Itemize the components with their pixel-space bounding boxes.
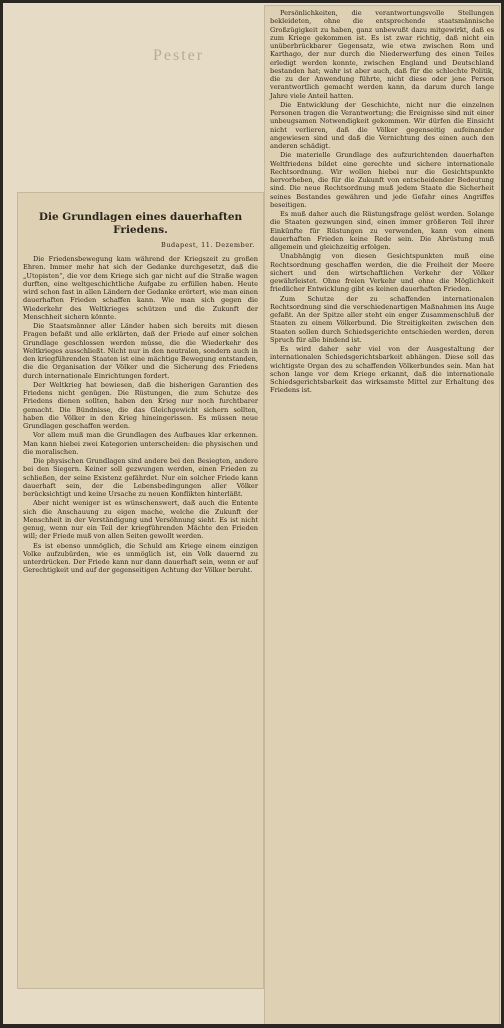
newspaper-page: [3, 3, 501, 1024]
paragraph: Die Friedensbewegung kam während der Kriegszeit zu großen Ehren. Immer mehr hat sich der Gedanke durchgesetzt, daß die „Utopisten“, die vor dem Kriege sich gar nicht auf die Straße wagen durften, eine weltgeschichtliche Aufgabe zu erfüllen haben. Heute wird schon fast in allen Ländern der Gedanke erörtert, wie man einen dauerhaften Frieden schaffen kann. Wie man sich gegen die Wiederkehr des Weltkrieges schützen und die Zukunft der Menschheit sichern könnte.: [23, 255, 258, 321]
paragraph: Zum Schutze der zu schaffenden internationalen Rechtsordnung sind die verschiedenartigen Maßnahmen ins Auge gefaßt. An der Spitze aller steht ein enger Zusammenschluß der Staaten zu einem Völkerbund. Die Streitigkeiten zwischen den Staaten sollen durch Schiedsgerichte entschieden werden, deren Spruch für alle bindend ist.: [270, 294, 494, 344]
paragraph: Die physischen Grundlagen sind andere bei den Besiegten, andere bei den Siegern. Keiner soll gezwungen werden, einen Frieden zu schließen, der seine Existenz gefährdet. Nur ein solcher Friede kann dauerhaft sein, der die Lebensbedingungen aller Völker berücksichtigt und keine Ursache zu neuen Konflikten hinterläßt.: [23, 457, 258, 498]
clipping-left-column: [18, 193, 263, 988]
paragraph: Die Staatsmänner aller Länder haben sich bereits mit diesen Fragen befaßt und alle erklärten, daß der Friede auf einer solchen Grundlage geschlossen werden müsse, die die Wiederkehr des Weltkrieges ausschließt. Nicht nur in den neutralen, sondern auch in den kriegführenden Staaten ist eine mächtige Bewegung entstanden, die die Organisation der Völker und die Sicherung des Friedens durch internationale Einrichtungen fordert.: [23, 322, 258, 380]
article-title: Die Grundlagen eines dauerhaften Friedens.: [38, 211, 243, 236]
masthead: Pester: [153, 47, 205, 64]
paragraph: Es muß daher auch die Rüstungsfrage gelöst werden. Solange die Staaten gezwungen sind, einen immer größeren Teil ihrer Einkünfte für Rüstungen zu verwenden, kann von einem dauerhaften Frieden keine Rede sein. Die Abrüstung muß allgemein und gleichzeitig erfolgen.: [270, 210, 494, 251]
dateline: Budapest, 11. Dezember.: [161, 241, 255, 249]
paragraph: Persönlichkeiten, die verantwortungsvolle Stellungen bekleideten, ohne die entsprechende staatsmännische Großzügigkeit zu haben, ganz unbewußt dazu mitgewirkt, daß es zum Kriege gekommen ist. Es ist zwar richtig, daß nicht ein unüberbrückbarer Gegensatz, wie etwa zwischen Rom und Karthago, der nur durch die Niederwerfung des einen Teiles erledigt werden konnte, zwischen England und Deutschland bestanden hat; wahr ist aber auch, daß für die schlechte Politik, die zu der Anwendung führte, nicht diese oder jene Person verantwortlich gemacht werden kann, da darum durch lange Jahre viele Anteil hatten.: [270, 9, 494, 100]
paragraph: Aber nicht weniger ist es wünschenswert, daß auch die Entente sich die Anschauung zu eigen mache, welche die Zukunft der Menschheit in der Verständigung und Versöhnung sieht. Es ist nicht genug, wenn nur ein Teil der kriegführenden Mächte den Frieden will; der Friede muß von allen Seiten gewollt werden.: [23, 499, 258, 541]
paragraph: Der Weltkrieg hat bewiesen, daß die bisherigen Garantien des Friedens nicht genügen. Die Rüstungen, die zum Schutze des Friedens dienen sollten, haben den Krieg nur noch furchtbarer gemacht. Die Bündnisse, die das Gleichgewicht sichern sollten, haben die Völker in den Krieg hineingerissen. Es müssen neue Grundlagen geschaffen werden.: [23, 380, 258, 430]
paragraph: Die materielle Grundlage des aufzurichtenden dauerhaften Weltfriedens bildet eine gerechte und sichere internationale Rechtsordnung. Wir wollen hiebei nur die Gesichtspunkte hervorheben, die für die Zukunft von entscheidender Bedeutung sind. Die neue Rechtsordnung muß jedem Staate die Sicherheit seines Bestandes gewähren und jede Gefahr eines Angriffes beseitigen.: [270, 151, 494, 209]
paragraph: Vor allem muß man die Grundlagen des Aufbaues klar erkennen. Man kann hiebei zwei Kategorien unterscheiden: die physischen und die moralischen.: [23, 431, 258, 456]
right-column-text: [270, 9, 494, 395]
left-column-text: [23, 255, 258, 575]
clipping-right-column: [265, 6, 499, 1024]
paragraph: Die Entwicklung der Geschichte, nicht nur die einzelnen Personen tragen die Verantwortung; die Ereignisse sind mit einer unbeugsamen Notwendigkeit gekommen. Wir dürfen die Einsicht nicht verlieren, daß die Völker gegenseitig aufeinander angewiesen sind und daß die Vernichtung des einen auch den anderen schädigt.: [270, 100, 494, 150]
paragraph: Es wird daher sehr viel von der Ausgestaltung der internationalen Schiedsgerichtsbarkeit abhängen. Diese soll das wichtigste Organ des zu schaffenden Völkerbundes sein. Man hat schon lange vor dem Kriege erkannt, daß die internationale Schiedsgerichtsbarkeit das wirksamste Mittel zur Erhaltung des Friedens ist.: [270, 345, 494, 395]
paragraph: Unabhängig von diesen Gesichtspunkten muß eine Rechtsordnung geschaffen werden, die die Freiheit der Meere sichert und den wirtschaftlichen Verkehr der Völker gewährleistet. Ohne freien Verkehr und ohne die Möglichkeit friedlicher Entwicklung gibt es keinen dauerhaften Frieden.: [270, 252, 494, 294]
paragraph: Es ist ebenso unmöglich, die Schuld am Kriege einem einzigen Volke aufzubürden, wie es unmöglich ist, ein Volk dauernd zu unterdrücken. Der Friede kann nur dann dauerhaft sein, wenn er auf Gerechtigkeit und auf der gegenseitigen Achtung der Völker beruht.: [23, 541, 258, 575]
